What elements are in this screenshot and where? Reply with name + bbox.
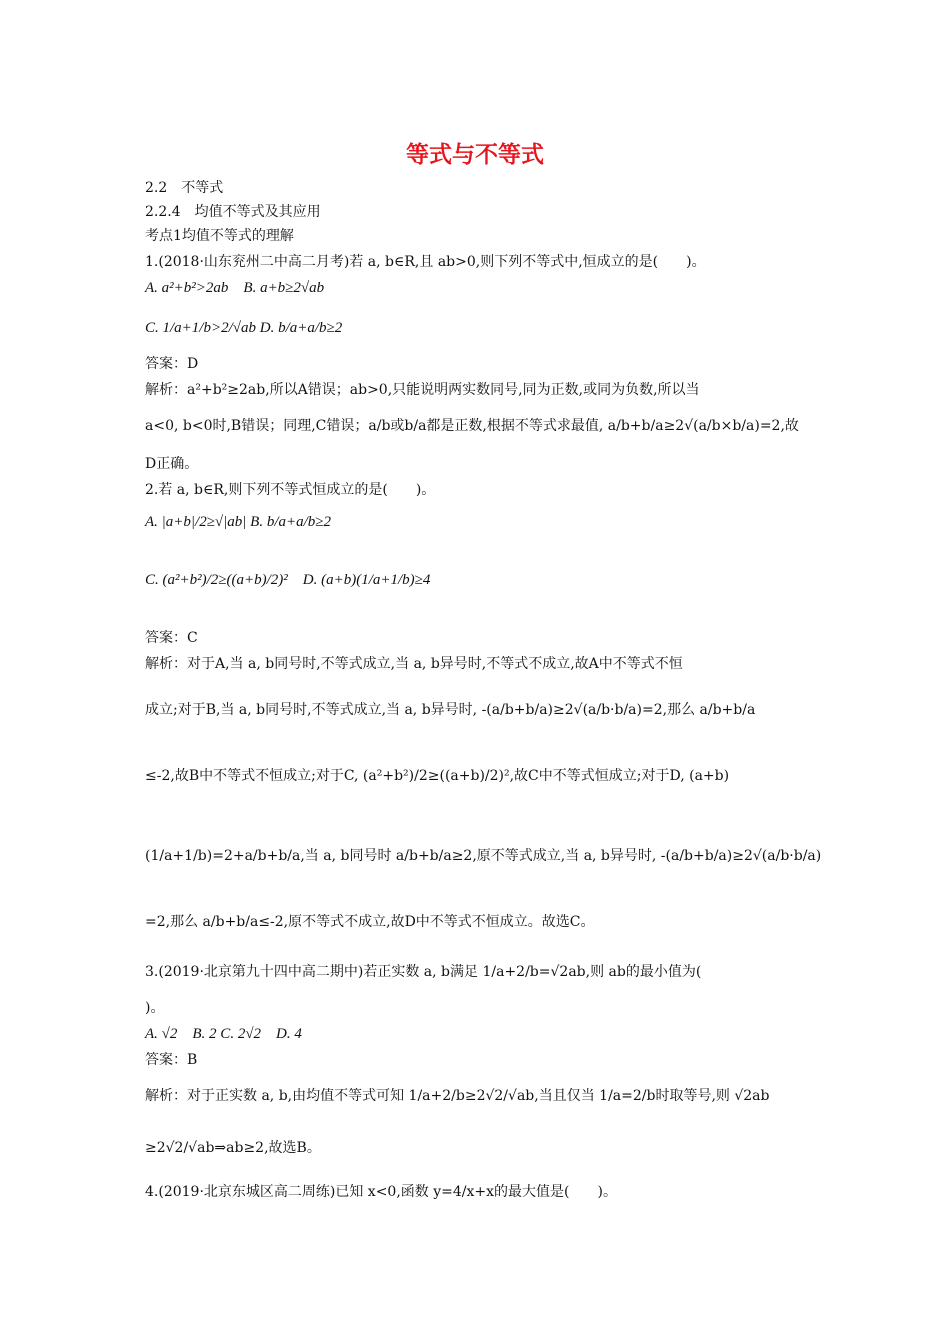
- question-1: 1.(2018·山东兖州二中高二月考)若 a, b∈R,且 ab>0,则下列不等式中,恒成立的是( )。: [145, 254, 706, 270]
- topic-heading: 考点1均值不等式的理解: [145, 228, 294, 244]
- section-number: 2.2 不等式: [145, 180, 224, 196]
- q1-analysis-line2: a<0, b<0时,B错误；同理,C错误；a/b或b/a都是正数,根据不等式求最值, a/b+b/a≥2√(a/b×b/a)=2,故: [145, 418, 799, 434]
- q3-analysis-line1: 解析：对于正实数 a, b,由均值不等式可知 1/a+2/b≥2√2/√ab,当且仅当 1/a=2/b时取等号,则 √2ab: [145, 1088, 770, 1104]
- q2-options-ab: A. |a+b|/2≥√|ab| B. b/a+a/b≥2: [145, 514, 332, 530]
- question-3-end: )。: [145, 1000, 165, 1016]
- q2-analysis-line1: 解析：对于A,当 a, b同号时,不等式成立,当 a, b异号时,不等式不成立,故A中不等式不恒: [145, 656, 683, 672]
- q2-analysis-line4: (1/a+1/b)=2+a/b+b/a,当 a, b同号时 a/b+b/a≥2,原不等式成立,当 a, b异号时, -(a/b+b/a)≥2√(a/b·b/a): [145, 848, 822, 864]
- q2-analysis-line5: =2,那么 a/b+b/a≤-2,原不等式不成立,故D中不等式不恒成立。故选C。: [145, 914, 595, 930]
- q2-analysis-line3: ≤-2,故B中不等式不恒成立;对于C, (a²+b²)/2≥((a+b)/2)²,故C中不等式恒成立;对于D, (a+b): [145, 768, 730, 784]
- q1-analysis-line3: D正确。: [145, 456, 199, 472]
- q3-options: A. √2 B. 2 C. 2√2 D. 4: [145, 1026, 302, 1042]
- subsection-heading: 2.2.4 均值不等式及其应用: [145, 204, 321, 220]
- question-2: 2.若 a, b∈R,则下列不等式恒成立的是( )。: [145, 482, 436, 498]
- q1-answer: 答案：D: [145, 356, 199, 372]
- q1-options-ab: A. a²+b²>2ab B. a+b≥2√ab: [145, 280, 325, 296]
- q2-options-cd: C. (a²+b²)/2≥((a+b)/2)² D. (a+b)(1/a+1/b)≥4: [145, 572, 431, 588]
- q1-options-cd: C. 1/a+1/b>2/√ab D. b/a+a/b≥2: [145, 320, 343, 336]
- q3-analysis-line2: ≥2√2/√ab⇒ab≥2,故选B。: [145, 1140, 321, 1156]
- question-4: 4.(2019·北京东城区高二周练)已知 x<0,函数 y=4/x+x的最大值是( )。: [145, 1184, 617, 1200]
- q1-analysis-line1: 解析：a²+b²≥2ab,所以A错误；ab>0,只能说明两实数同号,同为正数,或同为负数,所以当: [145, 382, 700, 398]
- q2-answer: 答案：C: [145, 630, 198, 646]
- page-title: 等式与不等式: [406, 142, 544, 168]
- q3-answer: 答案：B: [145, 1052, 198, 1068]
- question-3: 3.(2019·北京第九十四中高二期中)若正实数 a, b满足 1/a+2/b=√2ab,则 ab的最小值为(: [145, 964, 702, 980]
- q2-analysis-line2: 成立;对于B,当 a, b同号时,不等式成立,当 a, b异号时, -(a/b+b/a)≥2√(a/b·b/a)=2,那么 a/b+b/a: [145, 702, 756, 718]
